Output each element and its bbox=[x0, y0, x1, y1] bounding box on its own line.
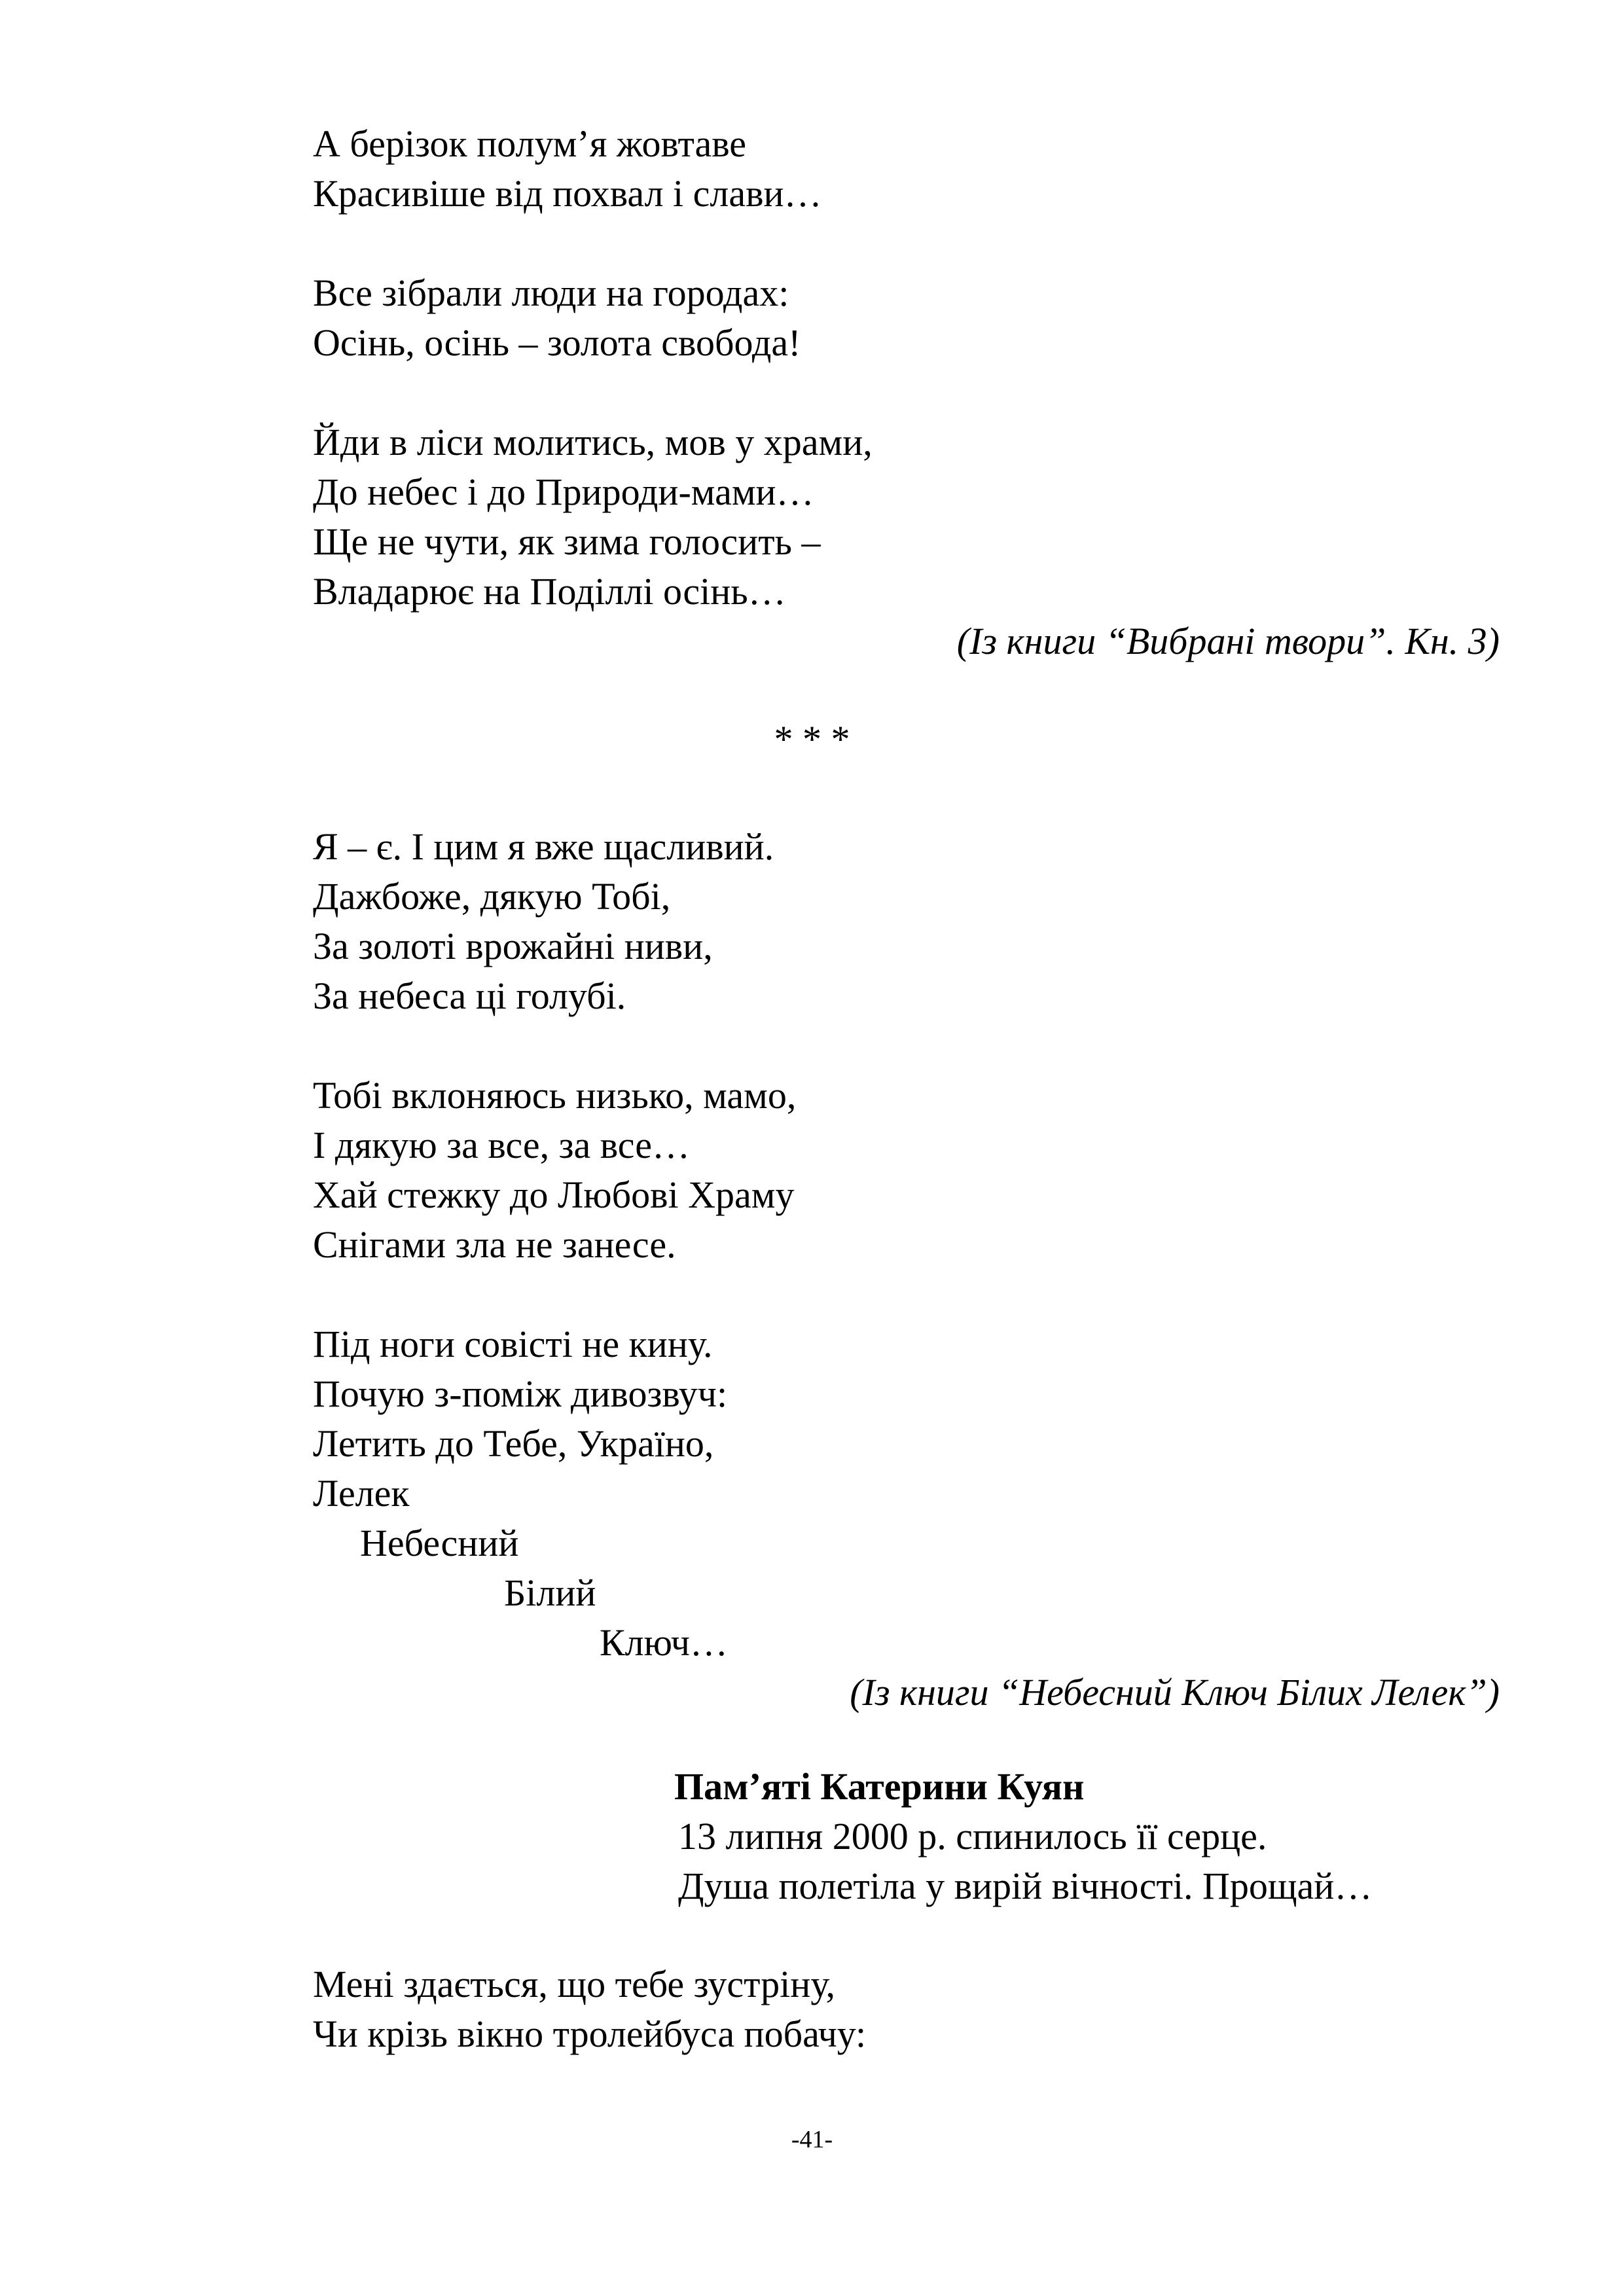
poem2-line-10: Почую з-поміж дивозвуч: bbox=[313, 1372, 728, 1415]
poem2-line-1: Я – є. І цим я вже щасливий. bbox=[313, 825, 774, 868]
poem2-line-4: За небеса ці голубі. bbox=[313, 975, 626, 1017]
poem1-source: (Із книги “Вибрані твори”. Кн. 3) bbox=[956, 620, 1500, 662]
poem1-line-2: Красивіше від похвал і слави… bbox=[313, 172, 822, 215]
poem2-line-9: Під ноги совісті не кину. bbox=[313, 1323, 713, 1365]
poem2-line-11: Летить до Тебе, Україно, bbox=[313, 1422, 714, 1465]
poem2-line-2: Дажбоже, дякую Тобі, bbox=[313, 875, 671, 918]
poem1-line-3: Все зібрали люди на городах: bbox=[313, 272, 789, 314]
poem3-epigraph-line-1: 13 липня 2000 р. спинилось її серце. bbox=[678, 1815, 1267, 1857]
poem2-line-6: І дякую за все, за все… bbox=[313, 1124, 690, 1166]
poem2-line-3: За золоті врожайні ниви, bbox=[313, 925, 713, 967]
poem1-line-8: Владарює на Поділлі осінь… bbox=[313, 570, 786, 613]
poem3-title: Пам’яті Катерини Куян bbox=[674, 1765, 1085, 1808]
page-number: -41- bbox=[791, 2126, 833, 2153]
poem1-line-5: Йди в ліси молитись, мов у храми, bbox=[313, 421, 873, 463]
separator-asterisks: * * * bbox=[774, 718, 850, 761]
poem2-line-13: Небесний bbox=[360, 1522, 519, 1564]
poem1-line-7: Ще не чути, як зима голосить – bbox=[313, 520, 821, 563]
poem1-line-6: До небес і до Природи-мами… bbox=[313, 471, 814, 513]
poem3-line-2: Чи крізь вікно тролейбуса побачу: bbox=[313, 2013, 867, 2055]
poem2-line-8: Снігами зла не занесе. bbox=[313, 1223, 676, 1266]
poem2-line-14: Білий bbox=[504, 1571, 596, 1614]
poem2-source: (Із книги “Небесний Ключ Білих Лелек”) bbox=[850, 1671, 1500, 1713]
poem3-line-1: Мені здається, що тебе зустріну, bbox=[313, 1963, 836, 2005]
poem2-line-12: Лелек bbox=[313, 1472, 410, 1515]
poem1-line-1: А берізок полум’я жовтаве bbox=[313, 122, 747, 165]
poem3-epigraph-line-2: Душа полетіла у вирій вічності. Прощай… bbox=[678, 1865, 1373, 1907]
poem1-line-4: Осінь, осінь – золота свобода! bbox=[313, 321, 801, 364]
poem2-line-5: Тобі вклоняюсь низько, мамо, bbox=[313, 1074, 797, 1117]
poem2-line-7: Хай стежку до Любові Храму bbox=[313, 1174, 795, 1216]
poem2-line-15: Ключ… bbox=[600, 1621, 728, 1664]
